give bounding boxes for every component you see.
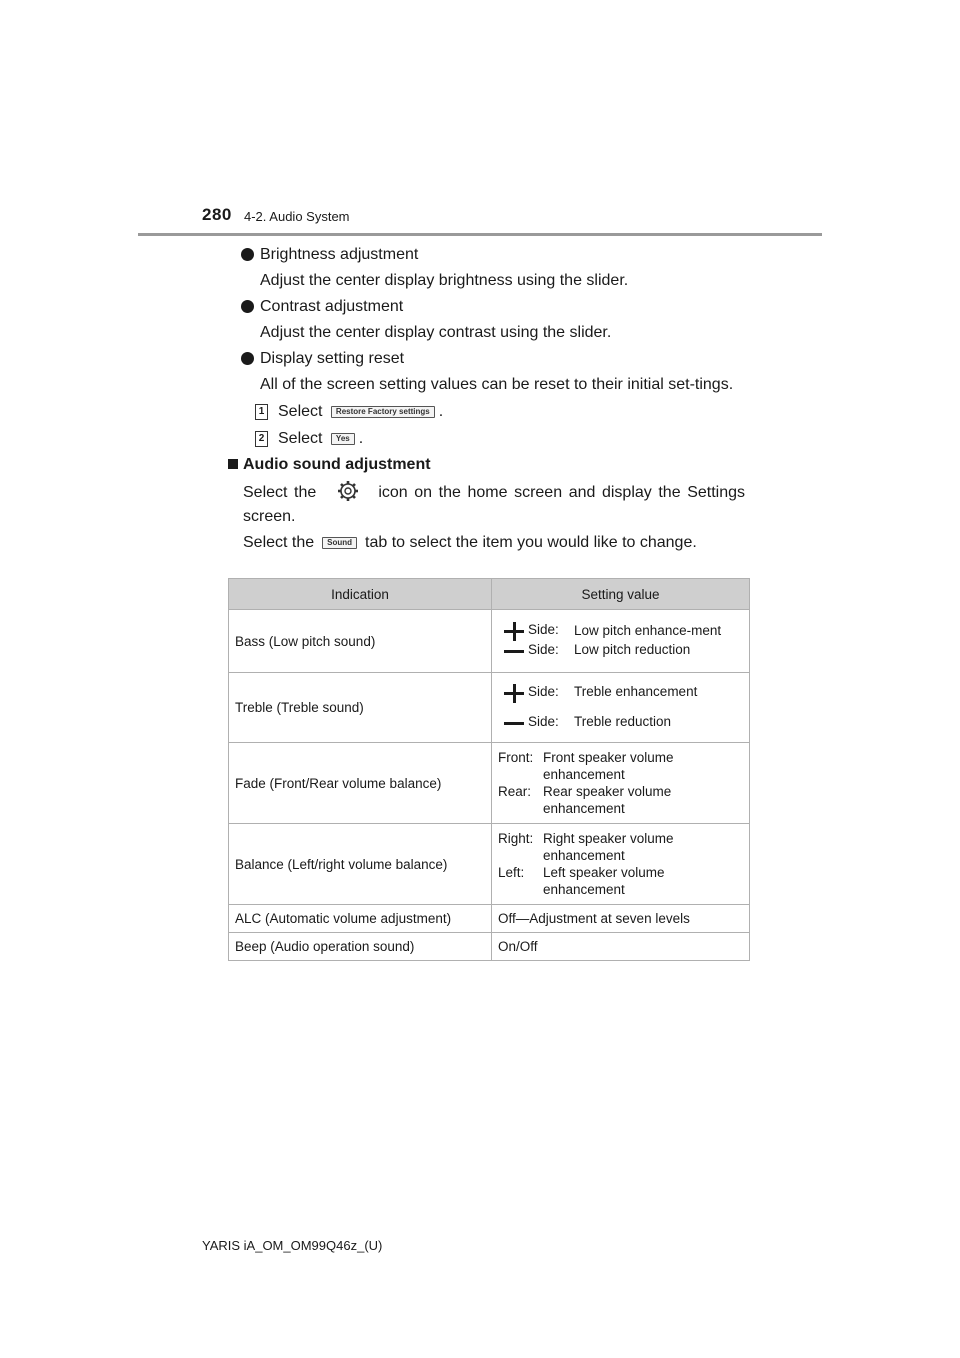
- value-text: Treble reduction: [574, 713, 672, 729]
- bullet-dot-icon: [241, 300, 254, 313]
- para-text: icon on the home screen and display the Settings screen.: [243, 484, 746, 525]
- bullet-body: Adjust the center display brightness using the slider.: [260, 272, 629, 289]
- value-text: Rear speaker volume enhancement: [543, 784, 672, 816]
- setting-value-cell: [492, 743, 750, 824]
- bullet-body: Adjust the center display contrast using the slider.: [260, 324, 612, 341]
- indication-cell: Treble (Treble sound): [229, 673, 492, 743]
- section-title: 4-2. Audio System: [244, 209, 350, 224]
- value-label: Rear:: [498, 784, 532, 799]
- indication-cell: Bass (Low pitch sound): [229, 610, 492, 673]
- setting-value-cell: [492, 610, 750, 673]
- step-text: Select: [278, 430, 323, 447]
- step-text: Select: [278, 403, 323, 420]
- table-row: [229, 743, 750, 824]
- setting-value-cell: [492, 824, 750, 905]
- step-number: 1: [255, 404, 268, 420]
- footer-document-id: YARIS iA_OM_OM99Q46z_(U): [202, 1238, 383, 1253]
- value-label: Side:: [528, 642, 559, 657]
- gear-icon: [334, 479, 362, 503]
- value-label: Front:: [498, 750, 534, 765]
- indication-cell: Fade (Front/Rear volume balance): [229, 743, 492, 824]
- yes-button: Yes: [331, 433, 355, 445]
- header-setting-value: Setting value: [492, 579, 750, 610]
- setting-value-cell: [492, 673, 750, 743]
- audio-paragraph-1: [243, 479, 745, 529]
- page-number: 280: [202, 205, 232, 224]
- plus-icon: [498, 622, 528, 640]
- audio-heading-text: Audio sound adjustment: [243, 456, 431, 473]
- value-text: Front speaker volume enhancement: [543, 750, 674, 782]
- settings-table: [228, 578, 750, 961]
- indication-cell: Beep (Audio operation sound): [229, 933, 492, 961]
- value-label: Side:: [528, 713, 559, 729]
- para-text: Select the: [243, 484, 317, 501]
- value-label: Left:: [498, 865, 525, 880]
- setting-value-cell: On/Off: [492, 933, 750, 961]
- value-label: Right:: [498, 831, 534, 846]
- bullet-dot-icon: [241, 248, 254, 261]
- sound-tab-button: Sound: [322, 537, 357, 549]
- step-2: [243, 427, 745, 451]
- bullet-title: Contrast adjustment: [260, 298, 404, 315]
- bullet-heading: [243, 347, 745, 371]
- bullet-heading: [243, 295, 745, 319]
- bullet-dot-icon: [241, 352, 254, 365]
- restore-factory-settings-button: Restore Factory settings: [331, 406, 435, 418]
- indication-cell: ALC (Automatic volume adjustment): [229, 905, 492, 933]
- plus-icon: [498, 684, 528, 702]
- value-label: Side:: [528, 683, 559, 699]
- table-row: [229, 824, 750, 905]
- bullet-body: All of the screen setting values can be reset to their initial set-tings.: [260, 376, 734, 393]
- step-1: [243, 400, 745, 424]
- indication-cell: Balance (Left/right volume balance): [229, 824, 492, 905]
- main-content: [243, 242, 745, 555]
- value-text: Left speaker volume enhancement: [543, 865, 665, 897]
- audio-paragraph-2: [243, 531, 745, 555]
- value-text: Low pitch reduction: [574, 642, 691, 657]
- header-rule: [138, 233, 822, 236]
- minus-icon: [498, 714, 528, 732]
- audio-heading: [243, 453, 745, 477]
- minus-icon: [498, 642, 528, 660]
- value-text: Low pitch enhance-ment: [574, 623, 722, 638]
- table-row: [229, 673, 750, 743]
- bullet-heading: [243, 243, 745, 267]
- para-text: Select the: [243, 534, 315, 551]
- table-row: [229, 933, 750, 961]
- table-row: [229, 610, 750, 673]
- value-label: Side:: [528, 622, 559, 637]
- table-row: [229, 905, 750, 933]
- para-text: tab to select the item you would like to change.: [365, 534, 697, 551]
- step-suffix: .: [438, 403, 444, 420]
- step-suffix: .: [358, 430, 364, 447]
- value-text: Treble enhancement: [574, 683, 698, 699]
- value-text: Right speaker volume enhancement: [543, 831, 674, 863]
- square-bullet-icon: [228, 459, 238, 469]
- bullet-title: Display setting reset: [260, 350, 405, 367]
- header-indication: Indication: [229, 579, 492, 610]
- step-number: 2: [255, 431, 268, 447]
- bullet-title: Brightness adjustment: [260, 246, 419, 263]
- setting-value-cell: Off—Adjustment at seven levels: [492, 905, 750, 933]
